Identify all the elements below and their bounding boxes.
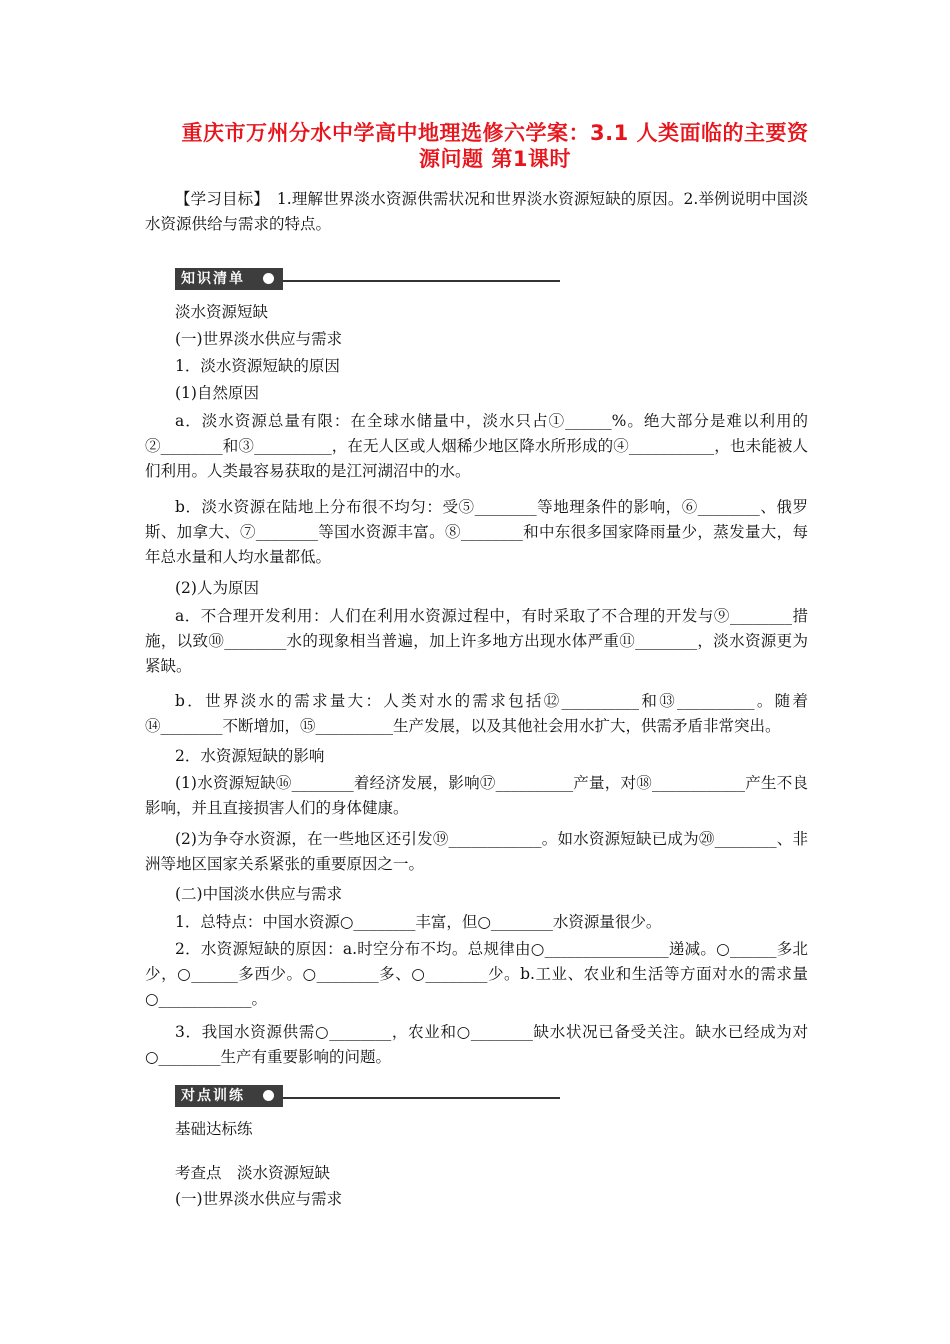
section-banner-knowledge	[175, 268, 560, 290]
paragraph: 3．我国水资源供需○________，农业和○________缺水状况已备受关注。缺水已经成为对○________生产有重要影响的问题。	[145, 1023, 808, 1066]
item-line: 1．总特点：中国水资源○________丰富，但○________水资源量很少。	[175, 913, 662, 931]
banner-label: 对点训练	[175, 1085, 283, 1107]
paragraph: a．不合理开发利用：人们在利用水资源过程中，有时采取了不合理的开发与⑨________措施，以致⑩________水的现象相当普遍，加上许多地方出现水体严重⑪________，淡水资源更为紧缺。	[145, 607, 808, 675]
paragraph: 2．水资源短缺的原因：a.时空分布不均。总规律由○________________递减。○______多北少，○______多西少。○________多、○________少。b.工业、农业和生活等方面对水的需求量○____________。	[145, 940, 808, 1008]
bullet-dot-icon	[263, 1090, 274, 1101]
section-heading: 淡水资源短缺	[175, 303, 269, 321]
divider	[283, 1097, 560, 1099]
subsection-heading: (一)世界淡水供应与需求	[175, 330, 343, 348]
item-heading: (1)自然原因	[175, 384, 259, 402]
item-heading: 2．水资源短缺的影响	[175, 747, 325, 765]
paragraph: a．淡水资源总量有限：在全球水储量中，淡水只占①______%。绝大部分是难以利用的②________和③__________，在无人区或人烟稀少地区降水所形成的④___________，也未能被人们利用。人类最容易获取的是江河湖沼中的水。	[145, 412, 808, 480]
bullet-dot-icon	[263, 273, 274, 284]
paragraph: (2)为争夺水资源，在一些地区还引发⑲____________。如水资源短缺已成为⑳________、非洲等地区国家关系紧张的重要原因之一。	[145, 830, 808, 873]
subsection-heading: (一)世界淡水供应与需求	[175, 1190, 343, 1208]
page-title: 重庆市万州分水中学高中地理选修六学案：3.1 人类面临的主要资源问题 第1课时	[181, 121, 809, 171]
divider	[283, 280, 560, 282]
subsection-heading: (二)中国淡水供应与需求	[175, 885, 343, 903]
item-heading: (2)人为原因	[175, 579, 259, 597]
item-heading: 1．淡水资源短缺的原因	[175, 357, 340, 375]
banner-label: 知识清单	[175, 268, 283, 290]
section-heading: 基础达标练	[175, 1120, 253, 1138]
paragraph: b．世界淡水的需求量大：人类对水的需求包括⑫__________和⑬__________。随着⑭________不断增加，⑮__________生产发展，以及其他社会用水扩大，供需矛盾非常突出。	[145, 692, 808, 735]
learning-objectives: 【学习目标】 1.理解世界淡水资源供需状况和世界淡水资源短缺的原因。2.举例说明中国淡水资源供给与需求的特点。	[145, 190, 808, 233]
paragraph: (1)水资源短缺⑯________着经济发展，影响⑰__________产量，对⑱____________产生不良影响，并且直接损害人们的身体健康。	[145, 774, 808, 817]
section-banner-practice	[175, 1085, 560, 1107]
item-heading: 考查点 淡水资源短缺	[175, 1164, 331, 1182]
paragraph: b．淡水资源在陆地上分布很不均匀：受⑤________等地理条件的影响，⑥________、俄罗斯、加拿大、⑦________等国水资源丰富。⑧________和中东很多国家降雨量少，蒸发量大，每年总水量和人均水量都低。	[145, 498, 808, 566]
